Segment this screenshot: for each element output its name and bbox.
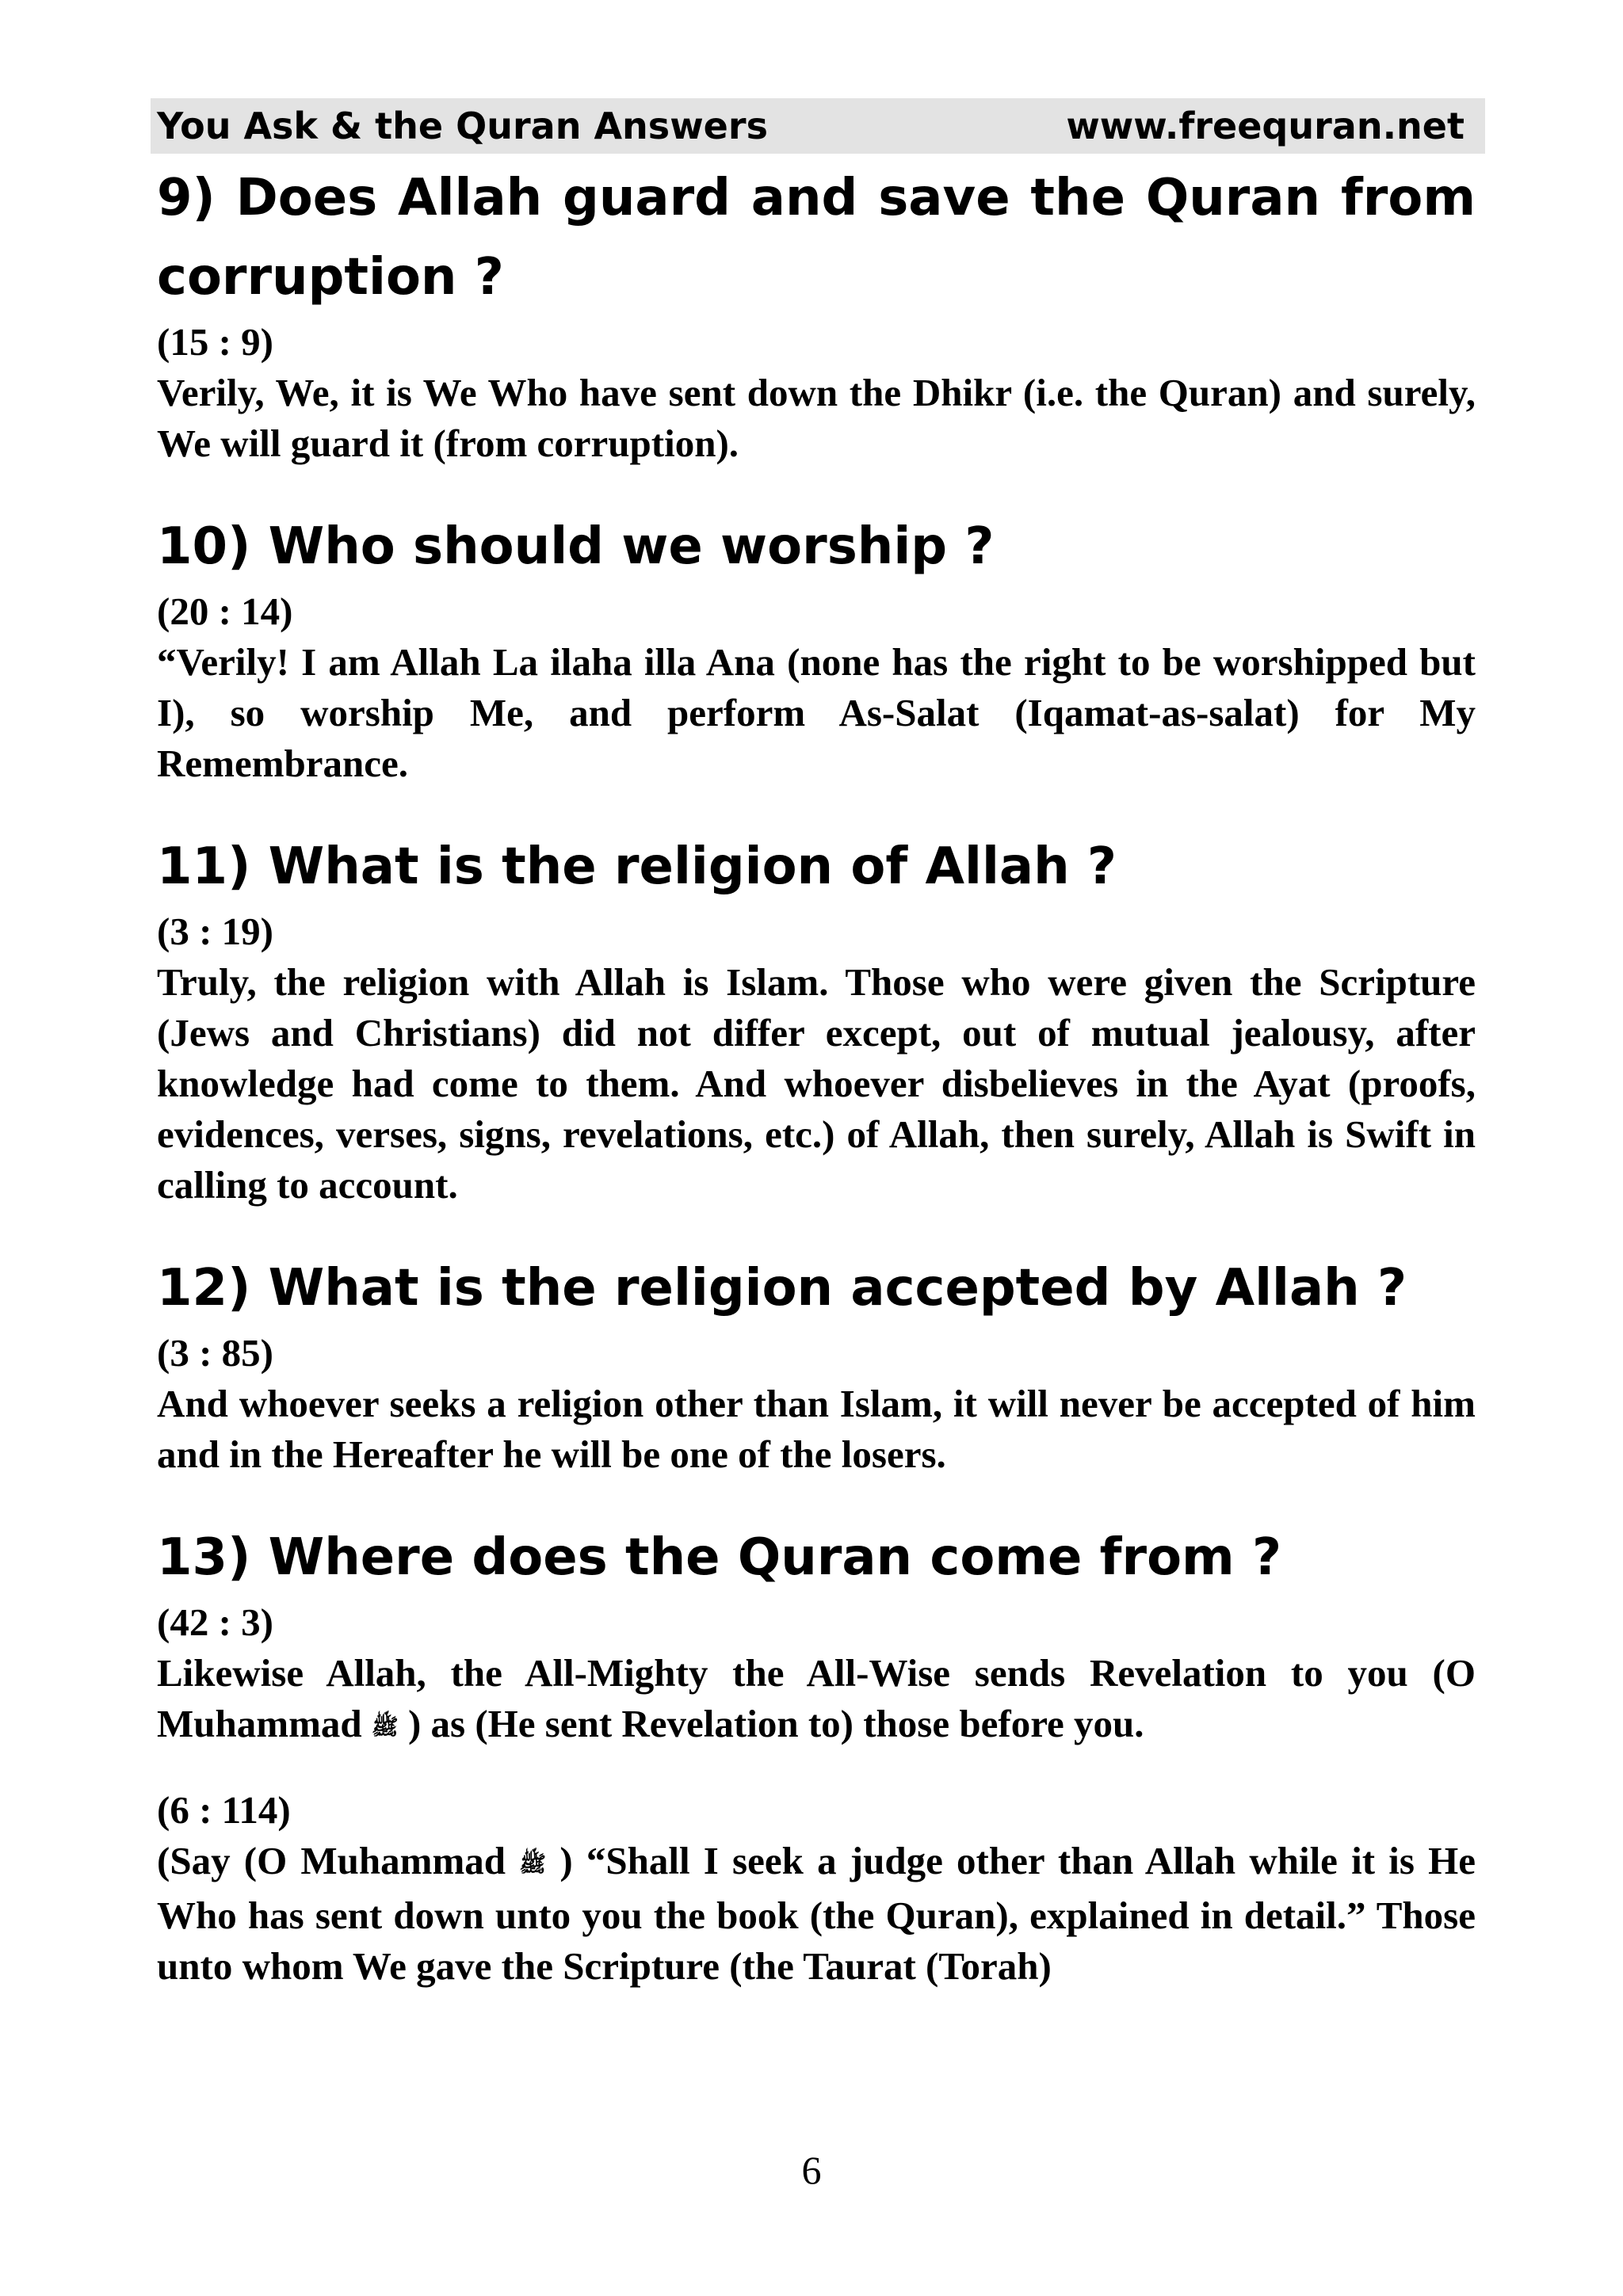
page-number: 6 — [801, 2148, 822, 2192]
question-heading: 11) What is the religion of Allah ? — [157, 837, 1117, 896]
verse-text — [157, 1648, 1476, 1753]
question-section-10 — [157, 507, 1476, 789]
main-content — [157, 158, 1476, 1992]
verse-reference: (15 : 9) — [157, 320, 273, 364]
question-section-9 — [157, 158, 1476, 469]
pbuh-honorific-icon: ﷺ — [371, 1714, 399, 1740]
verse-reference: (42 : 3) — [157, 1600, 273, 1644]
verse-text: Truly, the religion with Allah is Islam. Those who were given the Scripture (Jews and Christians) did not differ except, out of mutual jealousy, after knowledge had come to them. And whoever disbelieves in the Ayat (proofs, evidences, verses, signs, revelations, etc.) of Allah, then surely, Allah is Swift in calling to account. — [157, 960, 1476, 1207]
header-url[interactable]: www.freequran.net — [1066, 105, 1465, 147]
verse-reference: (3 : 19) — [157, 910, 273, 953]
verse-text-end: ) “Shall I seek a judge other than Allah while it is He Who has sent down unto you the book (the Quran), explained in detail.” Those unto whom We gave the Scripture (the Taurat (Torah) — [157, 1838, 1476, 1988]
header-title: You Ask & the Quran Answers — [157, 105, 768, 147]
question-section-12 — [157, 1249, 1476, 1480]
question-heading: 9) Does Allah guard and save the Quran from corruption ? — [157, 169, 1476, 307]
question-heading: 13) Where does the Quran come from ? — [157, 1528, 1282, 1587]
verse-reference: (6 : 114) — [157, 1787, 291, 1832]
question-heading: 12) What is the religion accepted by Allah ? — [157, 1259, 1407, 1318]
question-section-11 — [157, 827, 1476, 1211]
verse-text-end: ) as (He sent Revelation to) those before you. — [407, 1702, 1144, 1745]
verse-text-start: (Say (O Muhammad — [157, 1838, 506, 1882]
verse-text — [157, 1836, 1476, 1992]
verse-text: “Verily! I am Allah La ilaha illa Ana (none has the right to be worshipped but I), so worship Me, and perform As-Salat (Iqamat-as-salat) for My Remembrance. — [157, 640, 1476, 785]
question-section-13 — [157, 1518, 1476, 1992]
pbuh-honorific-icon: ﷺ — [519, 1852, 547, 1877]
running-header — [151, 98, 1485, 154]
question-heading: 10) Who should we worship ? — [157, 517, 995, 576]
verse-reference: (20 : 14) — [157, 589, 293, 633]
verse-reference: (3 : 85) — [157, 1331, 273, 1375]
verse-text-start: Likewise Allah, the All-Mighty the All-Wise sends Revelation to you (O Muhammad — [157, 1651, 1476, 1745]
verse-text: Verily, We, it is We Who have sent down the Dhikr (i.e. the Quran) and surely, We will guard it (from corruption). — [157, 371, 1476, 465]
verse-text: And whoever seeks a religion other than Islam, it will never be accepted of him and in the Hereafter he will be one of the losers. — [157, 1382, 1476, 1476]
